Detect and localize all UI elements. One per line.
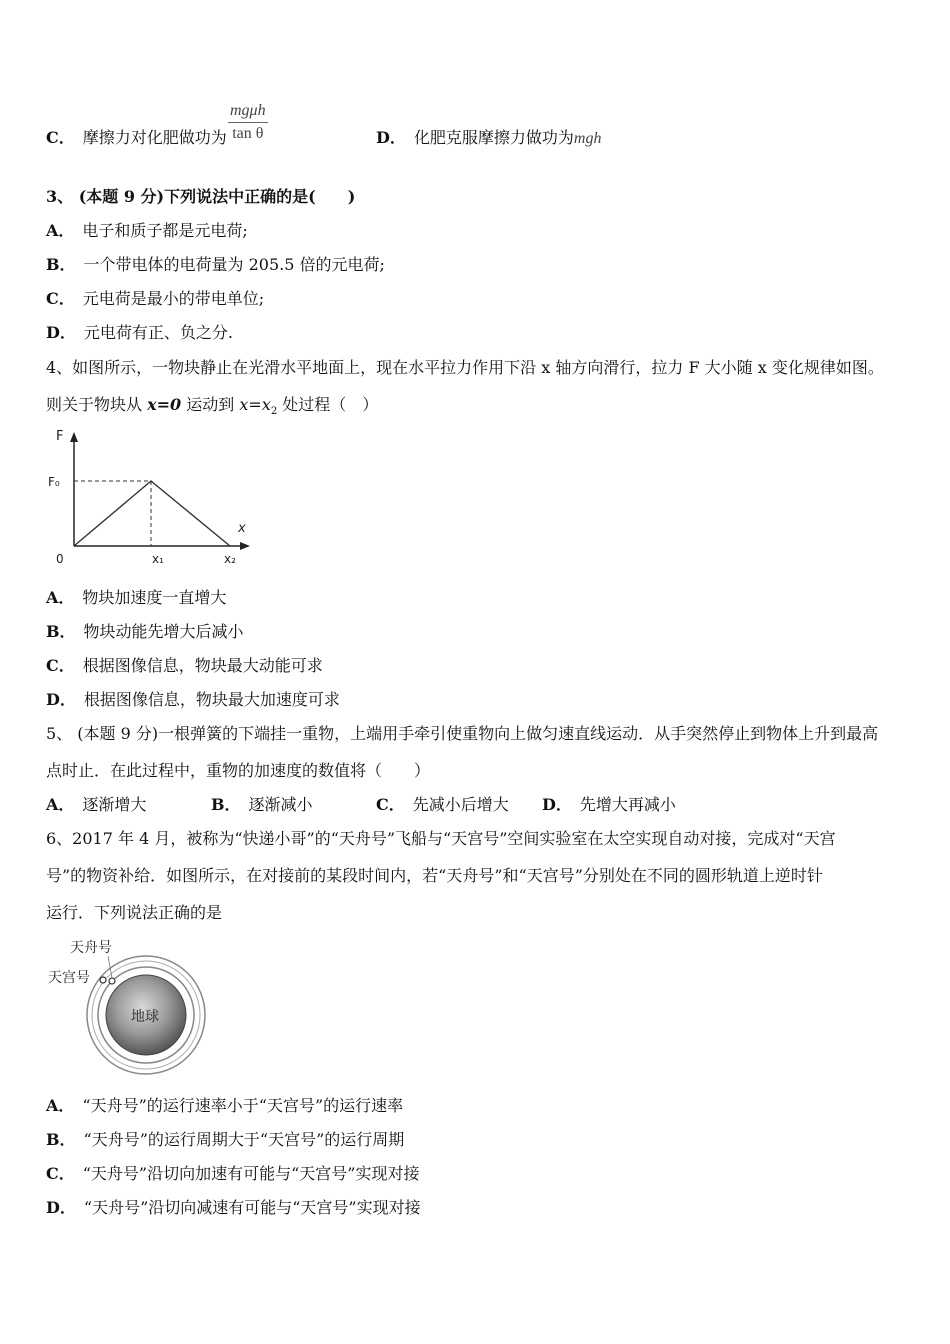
option-text: 逐渐增大 — [82, 795, 147, 814]
option-text: 逐渐减小 — [248, 795, 313, 814]
option-text: 元电荷是最小的带电单位; — [82, 289, 265, 308]
q3-option-c[interactable] — [46, 288, 264, 310]
option-text: 元电荷有正、负之分. — [83, 323, 233, 342]
option-text: 电子和质子都是元电荷; — [82, 221, 248, 240]
q3-option-d[interactable] — [46, 322, 233, 344]
option-label: A． — [46, 588, 75, 607]
q5-option-a[interactable] — [46, 794, 146, 816]
q4-option-a[interactable] — [46, 587, 226, 609]
option-label: A． — [46, 1096, 75, 1115]
option-text: 化肥克服摩擦力做功为 — [413, 128, 574, 147]
q4-stem-line1: 4、如图所示，一物块静止在光滑水平地面上，现在水平拉力作用下沿 x 轴方向滑行，拉力 F 大小随 x 变化规律如图。 — [46, 358, 884, 377]
option-text: 根据图像信息，物块最大动能可求 — [82, 656, 323, 675]
origin-label: 0 — [56, 552, 64, 566]
earth-label: 地球 — [131, 1009, 159, 1025]
friction-work-fraction — [228, 102, 268, 143]
q6-stem-line3: 运行．下列说法正确的是 — [46, 903, 223, 922]
option-label: D． — [542, 795, 572, 814]
q4-option-c[interactable] — [46, 655, 323, 677]
x-axis-arrow-icon — [240, 542, 250, 550]
option-text: 物块动能先增大后减小 — [83, 622, 244, 641]
q3-option-b[interactable] — [46, 254, 385, 276]
option-text: “天舟号”沿切向加速有可能与“天宫号”实现对接 — [82, 1164, 420, 1183]
force-curve — [74, 481, 230, 546]
option-label: D． — [46, 690, 76, 709]
option-label: D． — [376, 128, 406, 147]
option-text: 物块加速度一直增大 — [82, 588, 227, 607]
tiangong-label: 天宫号 — [48, 970, 90, 986]
q6-option-c[interactable] — [46, 1163, 419, 1185]
q6-option-a[interactable] — [46, 1095, 403, 1117]
f0-label: F₀ — [48, 475, 60, 489]
option-text: 根据图像信息，物块最大加速度可求 — [83, 690, 340, 709]
stem-text: 运动到 — [181, 395, 240, 414]
q6-option-b[interactable] — [46, 1129, 404, 1151]
fraction-denominator: tan θ — [232, 125, 264, 142]
option-text: 一个带电体的电荷量为 205.5 倍的元电荷; — [83, 255, 385, 274]
q5-option-b[interactable] — [211, 794, 313, 816]
option-label: B． — [46, 622, 76, 641]
option-label: C． — [46, 1164, 75, 1183]
option-text: “天舟号”的运行周期大于“天宫号”的运行周期 — [83, 1130, 405, 1149]
q6-stem-line1: 6、2017 年 4 月，被称为“快递小哥”的“天舟号”飞船与“天宫号”空间实验室在太空实现自动对接，完成对“天宫 — [46, 829, 836, 848]
y-axis-arrow-icon — [70, 432, 78, 442]
option-label: A． — [46, 221, 75, 240]
option-label: C． — [46, 289, 75, 308]
option-label: A． — [46, 795, 75, 814]
option-text: “天舟号”的运行速率小于“天宫号”的运行速率 — [82, 1096, 404, 1115]
q6-option-d[interactable] — [46, 1197, 421, 1219]
q3-option-a[interactable] — [46, 220, 248, 242]
stem-subscript: 2 — [270, 406, 278, 418]
option-label: B． — [211, 795, 241, 814]
option-label: C． — [376, 795, 405, 814]
option-label: B． — [46, 255, 76, 274]
q4-option-d[interactable] — [46, 689, 340, 711]
stem-math: x=0 — [147, 395, 182, 414]
stem-math: x=x — [239, 395, 271, 414]
q2-option-d[interactable] — [376, 127, 601, 150]
tiangong-dot-icon — [100, 977, 106, 983]
orbit-figure — [46, 932, 216, 1077]
tianzhou-label: 天舟号 — [70, 940, 112, 956]
fraction-numerator: mgμh — [228, 102, 268, 123]
option-label: C． — [46, 128, 75, 147]
q5-stem-line1: 5、 (本题 9 分)一根弹簧的下端挂一重物，上端用手牵引使重物向上做匀速直线运动．从手突然停止到物体上升到最高 — [46, 724, 879, 743]
option-text: “天舟号”沿切向减速有可能与“天宫号”实现对接 — [83, 1198, 421, 1217]
q2-option-c[interactable] — [46, 127, 227, 149]
q3-stem — [46, 186, 355, 208]
force-displacement-graph — [40, 420, 270, 580]
option-text: 摩擦力对化肥做功为 — [82, 128, 227, 147]
q5-option-d[interactable] — [542, 794, 676, 816]
option-label: C． — [46, 656, 75, 675]
stem-text: 处过程（ ） — [277, 395, 379, 414]
q3-stem-text: 3、 (本题 9 分)下列说法中正确的是( ) — [46, 187, 356, 206]
q4-option-b[interactable] — [46, 621, 244, 643]
option-label: D． — [46, 1198, 76, 1217]
q6-stem-line2: 号”的物资补给．如图所示，在对接前的某段时间内，若“天舟号”和“天宫号”分别处在不同的圆形轨道上逆时针 — [46, 866, 823, 885]
option-math: mgh — [573, 130, 602, 147]
q5-stem-line2: 点时止．在此过程中，重物的加速度的数值将（ ） — [46, 761, 431, 780]
x-axis-label: x — [238, 521, 246, 536]
option-label: B． — [46, 1130, 76, 1149]
q5-option-c[interactable] — [376, 794, 509, 816]
option-label: D． — [46, 323, 76, 342]
stem-text: 则关于物块从 — [46, 395, 148, 414]
x2-label: x₂ — [224, 552, 236, 566]
tianzhou-dot-icon — [109, 978, 115, 984]
y-axis-label: F — [56, 429, 64, 444]
option-text: 先减小后增大 — [412, 795, 509, 814]
x1-label: x₁ — [152, 552, 164, 566]
q4-stem-line2 — [46, 394, 378, 423]
option-text: 先增大再减小 — [579, 795, 676, 814]
